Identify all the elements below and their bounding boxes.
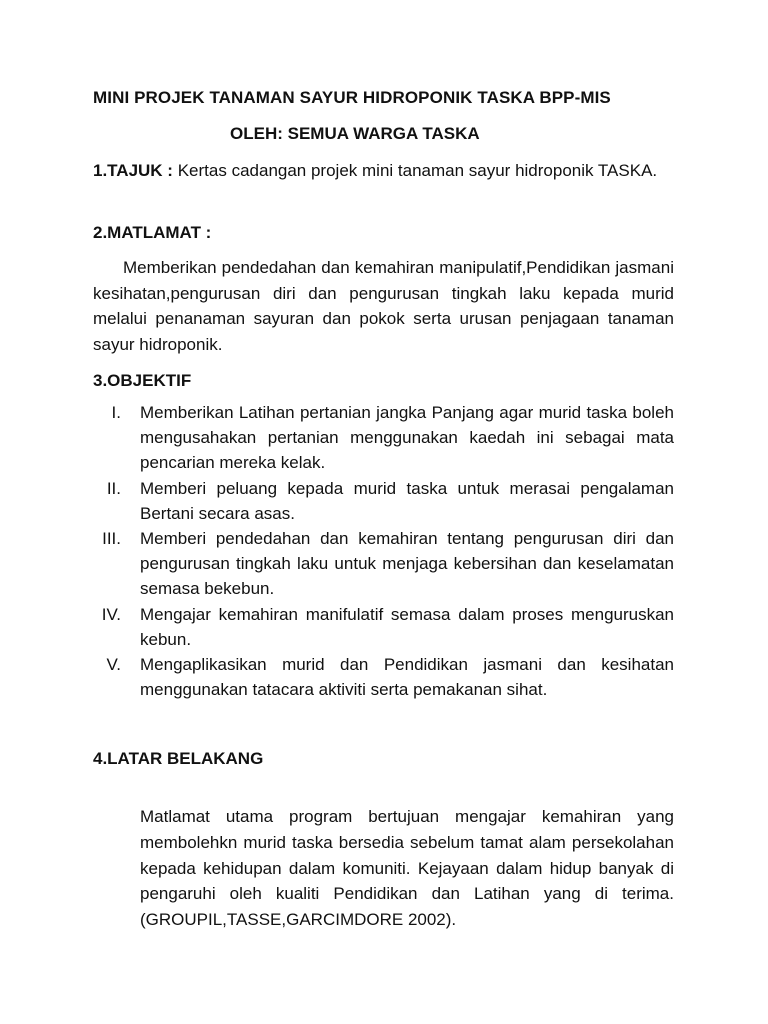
section-heading-latar-belakang: 4.LATAR BELAKANG xyxy=(93,749,264,768)
section-text-tajuk: Kertas cadangan projek mini tanaman sayur hidroponik TASKA. xyxy=(177,161,658,180)
section-heading-matlamat: 2.MATLAMAT : xyxy=(93,223,212,242)
section-tajuk xyxy=(93,158,674,184)
list-item-text: Memberi peluang kepada murid taska untuk merasai pengalaman Bertani secara asas. xyxy=(140,478,674,523)
list-item xyxy=(93,476,674,526)
list-item xyxy=(93,602,674,652)
section-text-latar-belakang: Matlamat utama program bertujuan mengajar kemahiran yang membolehkn murid taska bersedia sebelum tamat alam persekolahan kepada kehidupan dalam komuniti. Kejayaan dalam hidup banyak di pengaruhi oleh kualiti Pendidikan dan Latihan yang di terima.(GROUPIL,TASSE,GARCIMDORE 2002). xyxy=(140,807,674,930)
list-item-numeral: III. xyxy=(102,529,121,549)
document-subtitle: OLEH: SEMUA WARGA TASKA xyxy=(230,124,480,143)
list-item-text: Mengajar kemahiran manifulatif semasa dalam proses menguruskan kebun. xyxy=(140,604,674,649)
list-item-numeral: V. xyxy=(106,655,121,675)
list-item-text: Memberi pendedahan dan kemahiran tentang pengurusan diri dan pengurusan tingkah laku untuk menjaga kebersihan dan keselamatan semasa bekebun. xyxy=(140,529,674,599)
section-heading-objektif: 3.OBJEKTIF xyxy=(93,371,192,390)
list-item-numeral: II. xyxy=(106,478,121,498)
list-item-text: Mengaplikasikan murid dan Pendidikan jasmani dan kesihatan menggunakan tatacara aktiviti serta pemakanan sihat. xyxy=(140,655,674,700)
section-text-matlamat: Memberikan pendedahan dan kemahiran manipulatif,Pendidikan jasmani kesihatan,pengurusan diri dan pengurusan tingkah laku kepada murid melalui penanaman sayuran dan pokok serta urusan penjagaan tanaman sayur hidroponik. xyxy=(93,258,674,354)
list-item xyxy=(93,400,674,476)
list-item xyxy=(93,652,674,702)
list-item-numeral: IV. xyxy=(101,604,121,624)
section-heading-objektif-wrap xyxy=(93,368,674,394)
objektif-list xyxy=(93,400,674,702)
section-heading-latar-belakang-wrap xyxy=(93,746,674,772)
section-heading-matlamat-wrap xyxy=(93,220,674,246)
list-item-numeral: I. xyxy=(111,403,121,422)
list-item xyxy=(93,526,674,602)
list-item-text: Memberikan Latihan pertanian jangka Panjang agar murid taska boleh mengusahakan pertanian menggunakan kaedah ini sebagai mata pencarian mereka kelak. xyxy=(140,403,674,473)
section-heading-tajuk: 1.TAJUK : xyxy=(93,161,173,180)
document-title: MINI PROJEK TANAMAN SAYUR HIDROPONIK TASKA BPP-MIS xyxy=(93,88,611,107)
